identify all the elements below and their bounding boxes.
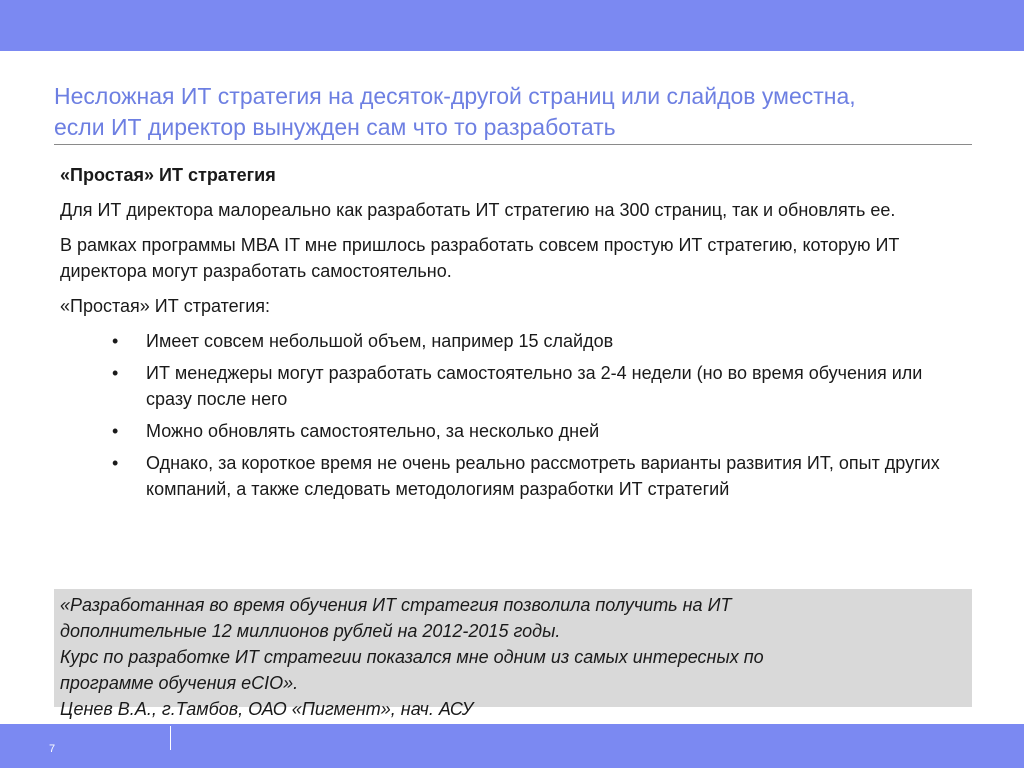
bullet-marker: • [112,453,119,473]
bullet-marker: • [112,421,119,441]
slide-title-line-1: Несложная ИТ стратегия на десяток-другой страниц или слайдов уместна, [54,83,856,109]
bullet-text: Можно обновлять самостоятельно, за несколько дней [146,421,600,441]
slide-title [54,81,974,143]
section-subheading: «Простая» ИТ стратегия [60,165,276,185]
slide-body [60,162,960,508]
quote-line-1: «Разработанная во время обучения ИТ стратегия позволила получить на ИТ [60,595,732,615]
page-number: 7 [49,743,56,755]
bullet-marker: • [112,363,119,383]
title-divider [54,144,972,145]
quote-attribution: Ценев В.А., г.Тамбов, ОАО «Пигмент», нач. АСУ [60,699,474,719]
top-header-band [0,0,1024,51]
bullet-item [60,328,960,354]
footer-divider [170,726,171,750]
paragraph-3: «Простая» ИТ стратегия: [60,296,271,316]
bullet-list [60,328,960,502]
bullet-text: ИТ менеджеры могут разработать самостоятельно за 2-4 недели (но во время обучения или сразу после него [146,363,923,409]
bullet-item [60,450,960,502]
bullet-text: Однако, за короткое время не очень реально рассмотреть варианты развития ИТ, опыт других компаний, а также следовать методологиям разработки ИТ стратегий [146,453,940,499]
slide-title-line-2: если ИТ директор вынужден сам что то разработать [54,114,616,140]
bullet-marker: • [112,331,119,351]
bullet-item [60,360,960,412]
bottom-footer-band [0,724,1024,768]
quote-line-4: программе обучения eCIO». [60,673,299,693]
testimonial-quote-box [54,589,972,719]
paragraph-2: В рамках программы МВА IT мне пришлось разработать совсем простую ИТ стратегию, которую ИТ директора могут разработать самостоятельно. [60,235,900,281]
quote-line-3: Курс по разработке ИТ стратегии показался мне одним из самых интересных по [60,647,764,667]
quote-line-2: дополнительные 12 миллионов рублей на 2012-2015 годы. [60,621,561,641]
bullet-item [60,418,960,444]
bullet-text: Имеет совсем небольшой объем, например 15 слайдов [146,331,614,351]
paragraph-1: Для ИТ директора малореально как разработать ИТ стратегию на 300 страниц, так и обновлять ее. [60,200,896,220]
